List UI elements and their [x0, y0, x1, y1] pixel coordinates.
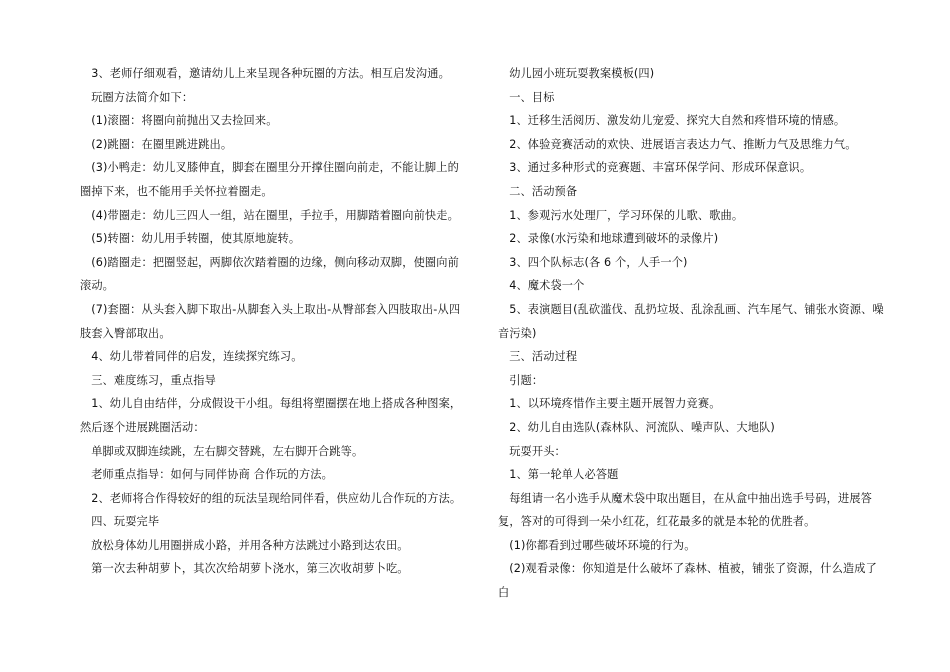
paragraph: 1、以环境疼惜作主要主题开展智力竞赛。	[509, 397, 721, 411]
paragraph: 3、四个队标志(各 6 个，人手一个)	[509, 255, 688, 269]
paragraph: (3)小鸭走：幼儿叉膝伸直，脚套在圈里分开撑住圈向前走，不能让脚上的圈掉下来，也不能用手关怀拉着圈走。	[80, 161, 459, 198]
paragraph: 1、参观污水处理厂，学习环保的儿歌、歌曲。	[509, 208, 744, 222]
paragraph: 3、老师仔细观看，邀请幼儿上来呈现各种玩圈的方法。相互启发沟通。	[91, 67, 450, 80]
right-column	[498, 62, 888, 605]
paragraph: (1)你都看到过哪些破坏环境的行为。	[509, 538, 696, 552]
section-heading: 二、活动预备	[509, 184, 578, 198]
paragraph: 玩耍开头：	[509, 444, 566, 458]
section-heading: 三、难度练习，重点指导	[91, 373, 216, 387]
paragraph: 2、体验竞赛活动的欢快、进展语言表达力气、推断力气及思维力气。	[509, 137, 857, 151]
paragraph: 1、幼儿自由结伴，分成假设干小组。每组将塑圈摆在地上搭成各种图案，然后逐个进展跳圈活动：	[80, 397, 462, 434]
paragraph: 3、通过多种形式的竞赛题、丰富环保学问、形成环保意识。	[509, 161, 812, 175]
section-heading: 三、活动过程	[509, 350, 578, 364]
section-heading: 四、玩耍完毕	[91, 515, 160, 529]
paragraph: 引题：	[509, 373, 544, 387]
left-column	[80, 62, 470, 581]
paragraph: (4)带圈走：幼儿三四人一组，站在圈里，手拉手，用脚踏着圈向前快走。	[91, 208, 459, 222]
paragraph: (1)滚圈：将圈向前抛出又去捡回来。	[91, 114, 278, 128]
paragraph: 单脚或双脚连续跳，左右脚交替跳，左右脚开合跳等。	[91, 444, 364, 458]
paragraph: 2、幼儿自由选队(森林队、河流队、噪声队、大地队)	[509, 420, 775, 434]
paragraph: 1、迁移生活阅历、激发幼儿宠爱、探究大自然和疼惜环境的情感。	[509, 114, 846, 128]
paragraph: 2、老师将合作得较好的组的玩法呈现给同伴看，供应幼儿合作玩的方法。	[91, 491, 462, 505]
paragraph: 2、录像(水污染和地球遭到破坏的录像片)	[509, 232, 719, 246]
paragraph: (2)跳圈：在圈里跳进跳出。	[91, 137, 233, 151]
paragraph: (2)观看录像：你知道是什么破坏了森林、植被，铺张了资源，什么造成了白	[498, 562, 877, 600]
paragraph: 1、第一轮单人必答题	[509, 468, 619, 482]
paragraph: 4、魔术袋一个	[509, 279, 585, 293]
paragraph: (5)转圈：幼儿用手转圈，使其原地旋转。	[91, 232, 301, 246]
paragraph: (6)踏圈走：把圈竖起，两脚依次踏着圈的边缘，侧向移动双脚，使圈向前滚动。	[80, 255, 459, 293]
section-heading: 一、目标	[509, 90, 555, 104]
paragraph: 5、表演题目(乱砍滥伐、乱扔垃圾、乱涂乱画、汽车尾气、铺张水资源、噪音污染)	[498, 302, 884, 340]
paragraph: (7)套圈：从头套入脚下取出-从脚套入头上取出-从臀部套入四肢取出-从四肢套入臀部取出。	[80, 302, 461, 340]
document-title: 幼儿园小班玩耍教案模板(四)	[509, 67, 655, 80]
paragraph: 玩圈方法简介如下：	[91, 90, 194, 104]
paragraph: 老师重点指导：如何与同伴协商 合作玩的方法。	[91, 468, 333, 482]
paragraph: 第一次去种胡萝卜，其次次给胡萝卜浇水，第三次收胡萝卜吃。	[91, 562, 409, 576]
paragraph: 每组请一名小选手从魔术袋中取出题目，在从盒中抽出选手号码，进展答复，答对的可得到一朵小红花，红花最多的就是本轮的优胜者。	[498, 491, 872, 529]
paragraph: 4、幼儿带着同伴的启发，连续探究练习。	[91, 350, 303, 364]
paragraph: 放松身体幼儿用圈拼成小路，并用各种方法跳过小路到达农田。	[91, 538, 409, 552]
